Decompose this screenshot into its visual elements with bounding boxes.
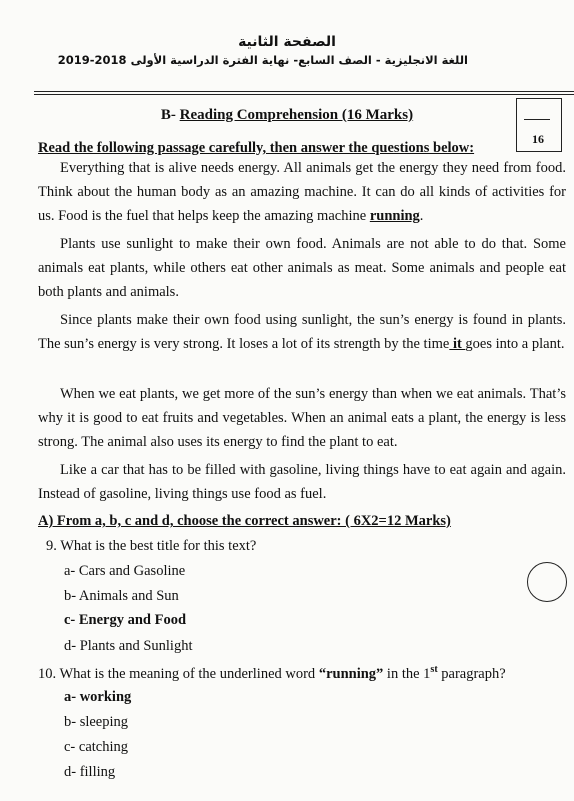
- question-10: [38, 664, 506, 683]
- marks-value: 16: [532, 132, 544, 146]
- passage-paragraph-1: [38, 156, 566, 228]
- q10-text-c: paragraph?: [437, 665, 506, 682]
- q10-superscript: st: [430, 664, 438, 675]
- q10-word: “running”: [318, 665, 384, 682]
- p3-underlined-word: it: [449, 336, 466, 352]
- passage-paragraph-2: Plants use sunlight to make their own food. Animals are not able to do that. Some animals eat plants, while others eat other animals as meat. Some animals and people eat both plants and animals.: [38, 236, 566, 300]
- exam-subtitle-arabic: اللغة الانجليزية - الصف السابع- نهاية الفترة الدراسية الأولى 2018-2019: [57, 53, 468, 67]
- section-title-text: Reading Comprehension (16 Marks): [179, 107, 414, 123]
- p3-text-b: goes into a plant.: [465, 336, 565, 352]
- q9-option-c[interactable]: c- Energy and Food: [64, 612, 187, 628]
- passage-paragraph-3: [38, 308, 566, 356]
- q9-option-b[interactable]: b- Animals and Sun: [64, 588, 179, 604]
- q10-option-d[interactable]: d- filling: [64, 764, 116, 780]
- p1-text-a: Everything that is alive needs energy. All animals get the energy they need from food. Think about the human body as an amazing machine. It can do all kinds of activities for us. Food is the fuel that helps keep the amazing machine: [38, 160, 566, 224]
- section-prefix: B-: [160, 107, 180, 123]
- marks-line: [524, 119, 550, 120]
- section-title: [0, 107, 574, 124]
- q9-option-a[interactable]: a- Cars and Gasoline: [64, 563, 186, 579]
- divider-top: [34, 91, 574, 92]
- part-a-heading: A) From a, b, c and d, choose the correct answer: ( 6X2=12 Marks): [38, 513, 451, 529]
- passage-paragraph-5: Like a car that has to be filled with gasoline, living things have to eat again and again. Instead of gasoline, living things use food as fuel.: [38, 462, 566, 502]
- q10-option-b[interactable]: b- sleeping: [64, 714, 129, 730]
- p1-text-b: .: [419, 208, 424, 224]
- p1-underlined-word: running: [369, 208, 420, 224]
- q10-text-a: 10. What is the meaning of the underlined word: [38, 665, 319, 682]
- question-9: 9. What is the best title for this text?: [46, 538, 257, 554]
- q9-option-d[interactable]: d- Plants and Sunlight: [64, 638, 193, 654]
- p3-text-a: Since plants make their own food using sunlight, the sun’s energy is found in plants. The sun’s energy is very strong. It loses a lot of its strength by the time: [38, 312, 566, 352]
- page-number-arabic: الصفحة الثانية: [238, 34, 336, 50]
- passage-paragraph-4: When we eat plants, we get more of the sun’s energy than when we eat animals. That’s why it is good to eat fruits and vegetables. When an animal eats a plant, the energy is less strong. The animal also uses its energy to find the plant to eat.: [38, 386, 566, 450]
- q10-option-a[interactable]: a- working: [64, 689, 132, 705]
- answer-circle: [527, 562, 567, 602]
- divider-bottom: [34, 94, 574, 95]
- q10-option-c[interactable]: c- catching: [64, 739, 129, 755]
- instruction: Read the following passage carefully, then answer the questions below:: [38, 140, 475, 156]
- q10-text-b: in the 1: [383, 665, 431, 682]
